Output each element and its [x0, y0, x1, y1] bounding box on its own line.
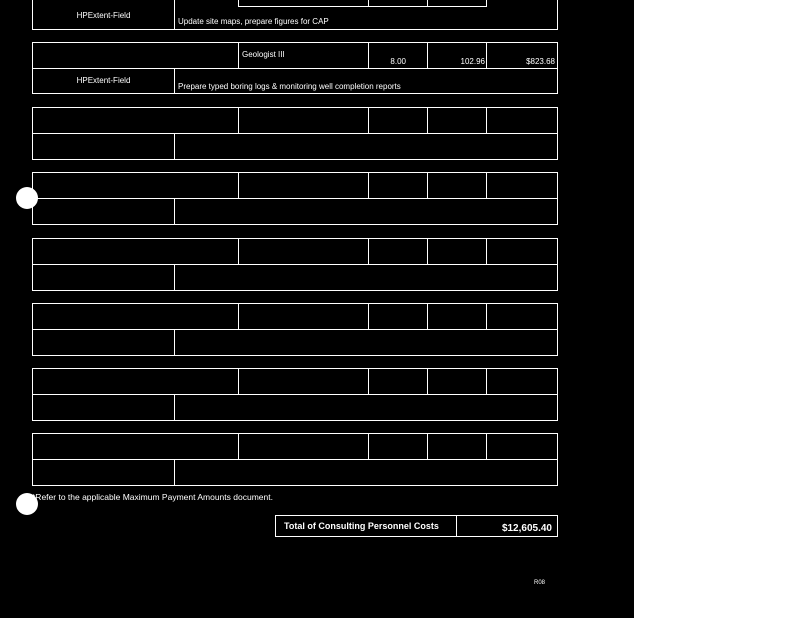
title-text: Geologist III — [242, 50, 285, 59]
description-text: Prepare typed boring logs & monitoring well completion reports — [178, 82, 401, 91]
hours-cell — [368, 368, 428, 395]
page-number: R08 — [534, 580, 546, 586]
fund-source-cell — [32, 329, 175, 356]
rate-cell — [427, 107, 487, 134]
title-cell — [238, 107, 369, 134]
rate-cell — [427, 172, 487, 199]
hours-cell — [368, 0, 428, 7]
title-cell — [238, 0, 369, 7]
total-value: $12,605.40 — [501, 523, 552, 534]
title-cell — [238, 238, 369, 265]
rate-cell — [427, 0, 487, 7]
footnote: *Refer to the applicable Maximum Payment Amounts document. — [32, 492, 273, 502]
hours-cell — [368, 107, 428, 134]
rate-text: 102.96 — [460, 57, 485, 66]
title-cell — [238, 303, 369, 330]
amount-cell — [486, 172, 558, 199]
hours-text: 8.00 — [390, 57, 406, 66]
title-cell — [238, 172, 369, 199]
hours-cell — [368, 238, 428, 265]
title-cell — [238, 433, 369, 460]
fund-source-cell — [32, 133, 175, 160]
total-label: Total of Consulting Personnel Costs — [284, 521, 439, 531]
amount-cell — [486, 433, 558, 460]
rate-cell — [427, 303, 487, 330]
rate-cell — [427, 433, 487, 460]
fund-source-cell — [32, 264, 175, 291]
rate-cell — [427, 368, 487, 395]
amount-cell — [486, 303, 558, 330]
fund-source-cell — [32, 198, 175, 225]
fund-source-cell — [32, 394, 175, 421]
amount-cell — [486, 238, 558, 265]
rate-cell — [427, 238, 487, 265]
amount-cell — [486, 107, 558, 134]
amount-text: $823.68 — [526, 57, 555, 66]
amount-cell — [486, 368, 558, 395]
title-cell — [238, 368, 369, 395]
fund-source-cell — [32, 459, 175, 486]
hours-cell — [368, 303, 428, 330]
hours-cell — [368, 433, 428, 460]
fund-source-text: HPExtent-Field — [76, 11, 131, 20]
fund-source-text: HPExtent-Field — [76, 76, 131, 85]
punch-hole — [16, 187, 38, 209]
description-text: Update site maps, prepare figures for CAP — [178, 17, 329, 26]
hours-cell — [368, 172, 428, 199]
